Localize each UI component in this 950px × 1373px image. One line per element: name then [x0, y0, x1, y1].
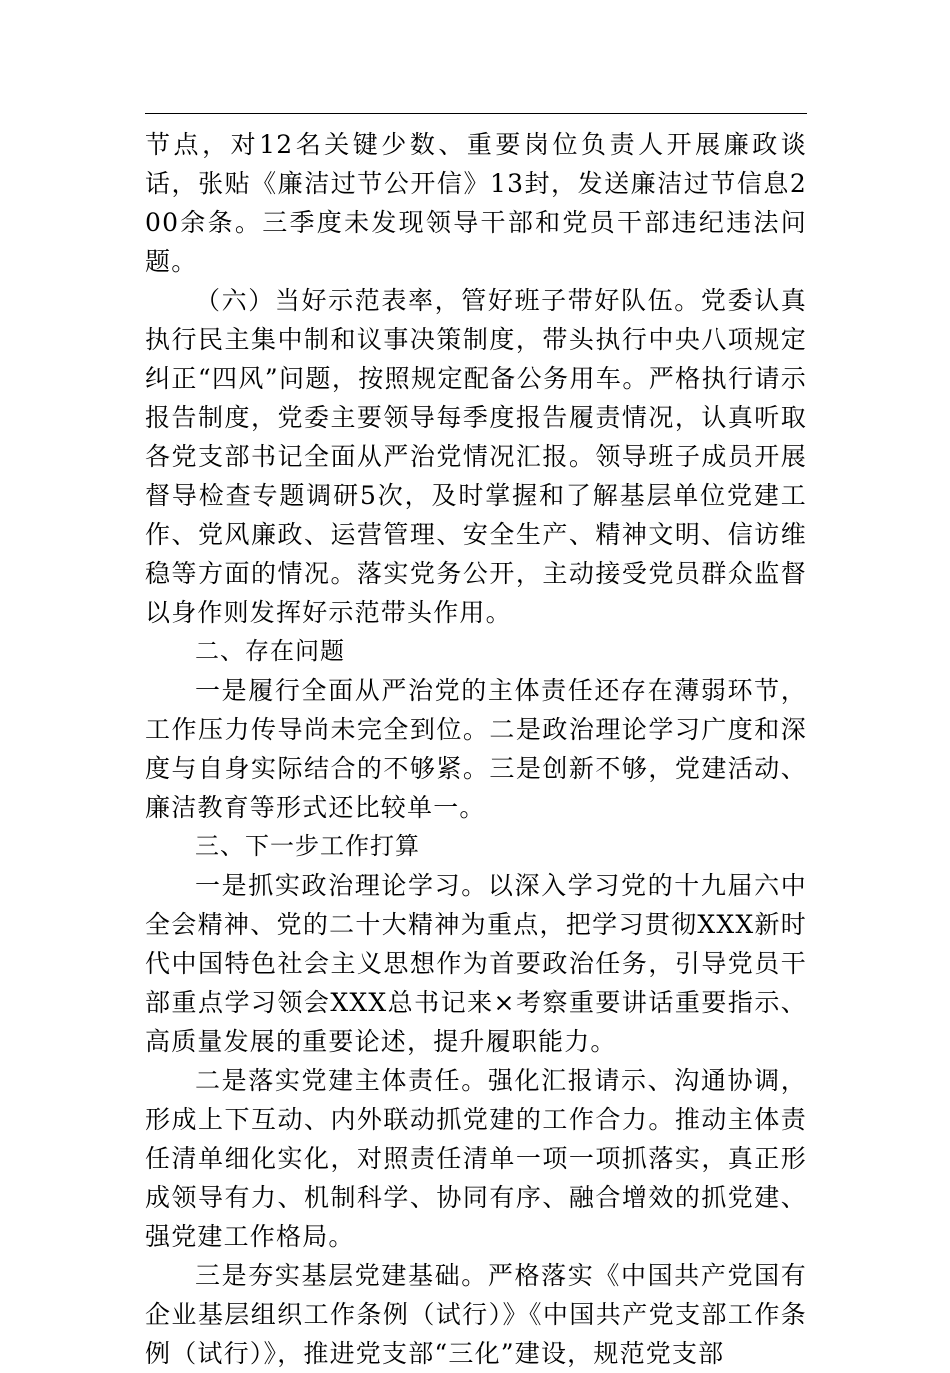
paragraph-problems: 一是履行全面从严治党的主体责任还存在薄弱环节，工作压力传导尚未完全到位。二是政治理论学习广度和深度与自身实际结合的不够紧。三是创新不够，党建活动、廉洁教育等形式还比较单一。	[145, 676, 807, 822]
heading-existing-problems: 二、存在问题	[195, 637, 345, 665]
header-rule	[145, 113, 807, 114]
heading-next-steps: 三、下一步工作打算	[195, 832, 420, 860]
paragraph-theory-study: 一是抓实政治理论学习。以深入学习党的十九届六中全会精神、党的二十大精神为重点，把学习贯彻XXX新时代中国特色社会主义思想作为首要政治任务，引导党员干部重点学习领会XXX总书记来×考察重要讲话重要指示、高质量发展的重要论述，提升履职能力。	[145, 871, 807, 1056]
paragraph-grassroots-foundation: 三是夯实基层党建基础。严格落实《中国共产党国有企业基层组织工作条例（试行）》《中国共产党支部工作条例（试行）》，推进党支部“三化”建设，规范党支部	[145, 1261, 807, 1368]
paragraph-main-responsibility: 二是落实党建主体责任。强化汇报请示、沟通协调，形成上下互动、内外联动抓党建的工作合力。推动主体责任清单细化实化，对照责任清单一项一项抓落实，真正形成领导有力、机制科学、协同有序、融合增效的抓党建、强党建工作格局。	[145, 1066, 807, 1251]
paragraph-continuation: 节点，对12名关键少数、重要岗位负责人开展廉政谈话，张贴《廉洁过节公开信》13封，发送廉洁过节信息200余条。三季度未发现领导干部和党员干部违纪违法问题。	[145, 130, 807, 276]
paragraph-section-six: （六）当好示范表率，管好班子带好队伍。党委认真执行民主集中制和议事决策制度，带头执行中央八项规定纠正“四风”问题，按照规定配备公务用车。严格执行请示报告制度，党委主要领导每季度报告履责情况，认真听取各党支部书记全面从严治党情况汇报。领导班子成员开展督导检查专题调研5次，及时掌握和了解基层单位党建工作、党风廉政、运营管理、安全生产、精神文明、信访维稳等方面的情况。落实党务公开，主动接受党员群众监督以身作则发挥好示范带头作用。	[145, 286, 807, 627]
document-body	[145, 125, 807, 1373]
